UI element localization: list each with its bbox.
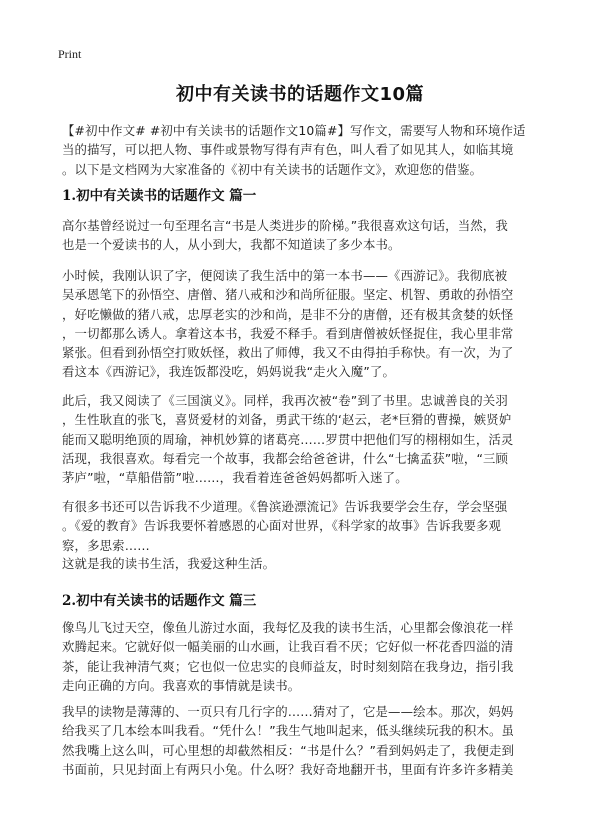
section-heading: 1.初中有关读书的话题作文 篇一 — [62, 188, 257, 204]
paragraph — [62, 618, 552, 695]
paragraph — [62, 216, 552, 255]
text-line: 然我嘴上这么叫，可心里想的却截然相反：“书是什么？”看到妈妈走了，我便走到 — [62, 742, 515, 758]
text-line: 也是一个爱读书的人，从小到大，我都不知道读了多少本书。 — [62, 237, 401, 253]
paragraph — [62, 266, 552, 382]
text-line: 茶，能让我神清气爽；它也似一位忠实的良师益友，时时刻刻陪在我身边，指引我 — [62, 658, 514, 674]
text-line: 【#初中作文# #初中有关读书的话题作文10篇#】写作文，需要写人物和环境作适 — [62, 123, 526, 138]
paragraph — [62, 391, 552, 487]
text-line: 走向正确的方向。我喜欢的事情就是读书。 — [62, 677, 301, 693]
text-line: 茅庐”啦，“草船借箭”啦……，我看着连爸爸妈妈都听入迷了。 — [62, 470, 408, 486]
text-line: 高尔基曾经说过一句至理名言“书是人类进步的阶梯。”我很喜欢这句话，当然，我 — [62, 218, 508, 233]
text-line: 。以下是文档网为大家准备的《初中有关读书的话题作文》，欢迎您的借鉴。 — [62, 161, 483, 177]
text-line: 欢腾起来。它就好似一幅美丽的山水画，让我百看不厌；它好似一杯花香四溢的清 — [62, 639, 514, 655]
text-line: 像鸟儿飞过天空，像鱼儿游过水面，我每忆及我的读书生活，心里都会像浪花一样 — [62, 620, 514, 635]
paragraph — [62, 702, 552, 779]
text-line: ，好吃懒做的猪八戒，忠厚老实的沙和尚，是非不分的唐僧，还有极其贪婪的妖怪 — [62, 306, 514, 322]
text-line: 这就是我的读书生活，我爱这种生活。 — [62, 556, 276, 571]
print-link[interactable]: Print — [58, 47, 82, 61]
text-line: 书面前，只见封面上有两只小兔。什么呀？我好奇地翻开书，里面有许多许多精美 — [62, 761, 514, 777]
paragraph — [62, 497, 552, 555]
text-line: 吴承恩笔下的孙悟空、唐僧、猪八戒和沙和尚所征服。坚定、机智、勇敢的孙悟空 — [62, 287, 514, 303]
section-heading: 2.初中有关读书的话题作文 篇三 — [62, 593, 257, 609]
text-line: 此后，我又阅读了《三国演义》。同样，我再次被“卷”到了书里。忠诚善良的关羽 — [62, 393, 508, 408]
document-title: 初中有关读书的话题作文10篇 — [175, 84, 425, 105]
intro-paragraph — [62, 121, 552, 179]
text-line: 我早的读物是薄薄的、一页只有几行字的……猜对了，它是——绘本。那次，妈妈 — [62, 704, 514, 719]
text-line: 能而又聪明绝顶的周瑜，神机妙算的诸葛亮……罗贯中把他们写的栩栩如生，活灵 — [62, 431, 514, 447]
text-line: 当的描写，可以把人物、事件或景物写得有声有色，叫人看了如见其人，如临其境 — [62, 142, 514, 158]
text-line: 有很多书还可以告诉我不少道理。《鲁滨逊漂流记》告诉我要学会生存，学会坚强 — [62, 499, 508, 514]
text-line: ，生性耿直的张飞，喜贤爱材的刘备，勇武干练的‘赵云，老*巨猾的曹操，嫉贤妒 — [62, 412, 512, 428]
text-line: 活现，我很喜欢。每看完一个故事，我都会给爸爸讲，什么“七擒孟获”啦，“三顾 — [62, 450, 509, 466]
text-line: 。《爱的教育》告诉我要怀着感恩的心面对世界，《科学家的故事》告诉我要多观 — [62, 518, 502, 534]
text-line: 紧张。但看到孙悟空打败妖怪，救出了师傅，我又不由得拍手称快。有一次，为了 — [62, 345, 514, 361]
paragraph — [62, 554, 552, 573]
text-line: 察，多思索…… — [62, 537, 150, 553]
text-line: 给我买了几本绘本叫我看。“凭什么！”我生气地叫起来，低头继续玩我的积木。虽 — [62, 723, 515, 739]
text-line: 小时候，我刚认识了字，便阅读了我生活中的第一本书——《西游记》。我彻底被 — [62, 268, 508, 283]
text-line: 看这本《西游记》，我连饭都没吃，妈妈说我“走火入魔”了。 — [62, 364, 395, 380]
text-line: ，一切都那么诱人。拿着这本书，我爱不释手。看到唐僧被妖怪捉住，我心里非常 — [62, 325, 514, 341]
